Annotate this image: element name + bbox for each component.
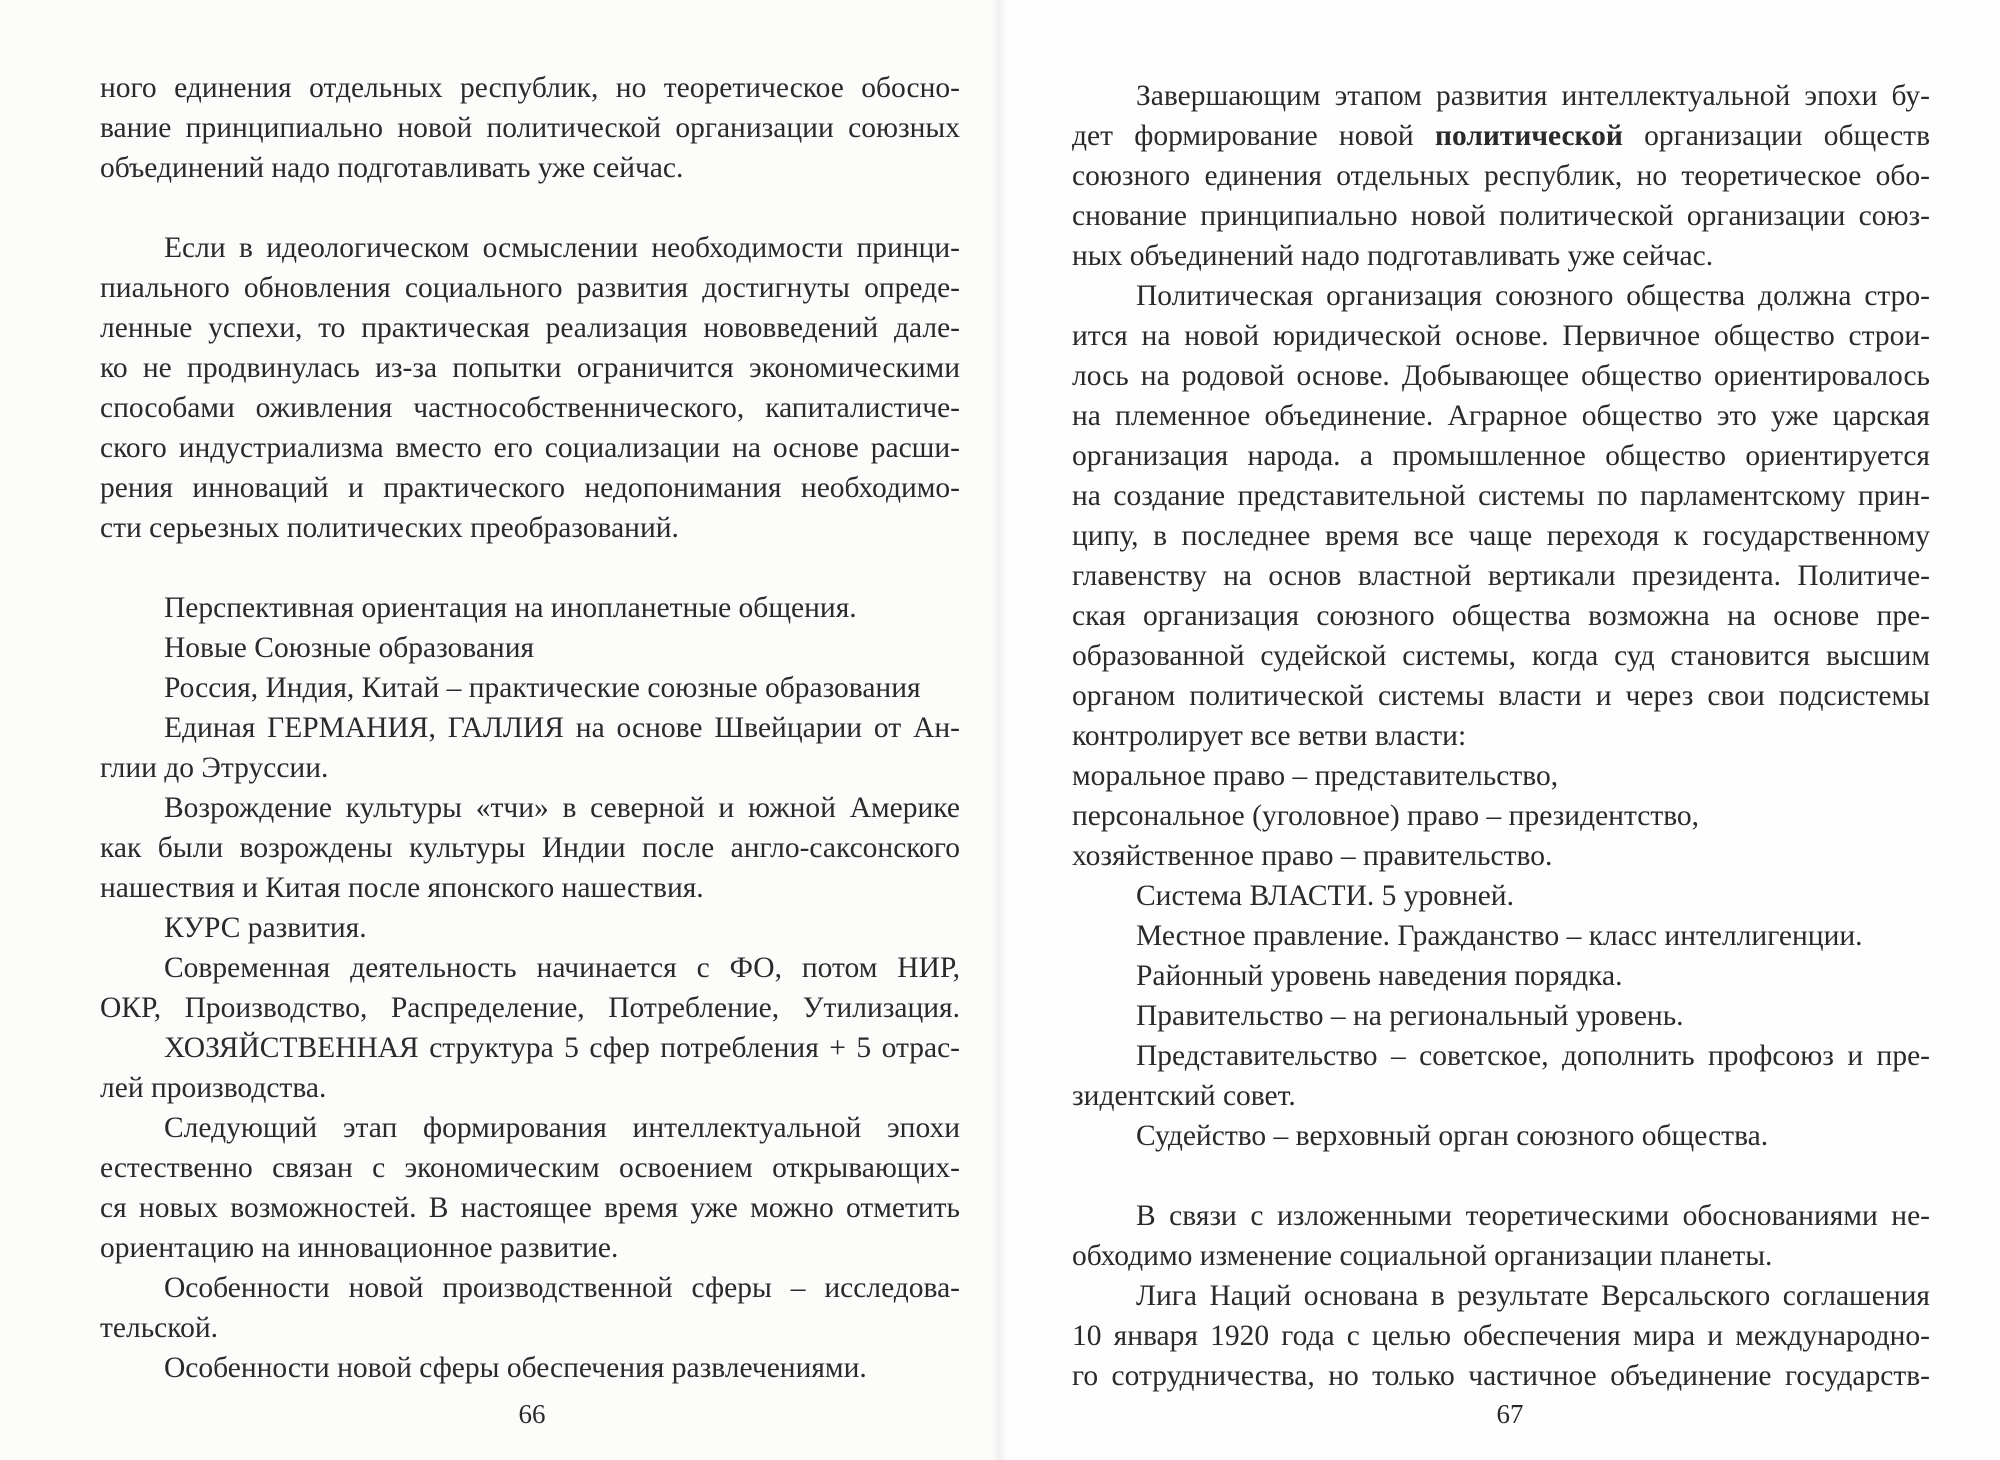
text-line: Следующий этап формирования интеллектуальной эпохи [164, 1112, 960, 1144]
text-line: Возрождение культуры «тчи» в северной и южной Америке [164, 792, 960, 824]
text-line: на племенное объединение. Аграрное общество это уже царская [1072, 400, 1930, 432]
text-fragment: дет формирование новой [1072, 120, 1414, 152]
text-line: Политическая организация союзного общества должна стро- [1136, 280, 1930, 312]
page-number: 66 [518, 1399, 546, 1429]
text-line: Судейство – верховный орган союзного общества. [1136, 1120, 1769, 1152]
text-line: главенству на основ властной вертикали президента. Политиче- [1072, 560, 1930, 592]
text-line: го сотрудничества, но только частичное объединение государств- [1072, 1360, 1930, 1392]
text-line: ОКР, Производство, Распределение, Потребление, Утилизация. [100, 992, 960, 1024]
text-line: обходимо изменение социальной организации планеты. [1072, 1240, 1773, 1272]
text-line: органом политической системы власти и через свои подсистемы [1072, 680, 1930, 712]
text-line: Особенности новой производственной сферы – исследова- [164, 1272, 960, 1304]
text-line: Районный уровень наведения порядка. [1136, 960, 1623, 992]
text-line: Новые Союзные образования [164, 632, 535, 664]
text-line: способами оживления частнособственнического, капиталистиче- [100, 392, 960, 424]
text-line: объединений надо подготавливать уже сейчас. [100, 152, 684, 184]
text-line: персональное (уголовное) право – президентство, [1072, 800, 1700, 832]
text-line: Если в идеологическом осмыслении необходимости принци- [164, 232, 960, 264]
text-line: хозяйственное право – правительство. [1072, 840, 1553, 872]
text-line: Местное правление. Гражданство – класс интеллигенции. [1136, 920, 1863, 952]
text-line: ХОЗЯЙСТВЕННАЯ структура 5 сфер потребления + 5 отрас- [164, 1032, 960, 1064]
text-line: пиального обновления социального развития достигнуты опреде- [100, 272, 960, 304]
text-line: Перспективная ориентация на инопланетные общения. [164, 592, 857, 624]
text-line: ных объединений надо подготавливать уже сейчас. [1072, 240, 1714, 272]
text-line: Россия, Индия, Китай – практические союзные образования [164, 672, 921, 704]
text-line: ленные успехи, то практическая реализация нововведений дале- [100, 312, 960, 344]
text-line: снование принципиально новой политической организации союз- [1072, 200, 1930, 232]
text-line: ципу, в последнее время все чаще переходя к государственному [1072, 520, 1930, 552]
text-line: зидентский совет. [1072, 1080, 1296, 1112]
book-gutter [992, 0, 1008, 1460]
right-page-text [1072, 76, 1930, 1396]
text-line: образованной судейской системы, когда суд становится высшим [1072, 640, 1930, 672]
text-line: ся новых возможностей. В настоящее время уже можно отметить [100, 1192, 960, 1224]
text-line: глии до Этруссии. [100, 752, 329, 784]
text-fragment: организации обществ [1644, 120, 1930, 152]
text-line: Представительство – советское, дополнить профсоюз и пре- [1136, 1040, 1930, 1072]
text-line: ская организация союзного общества возможна на основе пре- [1072, 600, 1930, 632]
text-line: Система ВЛАСТИ. 5 уровней. [1136, 880, 1514, 912]
text-line: Современная деятельность начинается с ФО, потом НИР, [164, 952, 960, 984]
text-line: как были возрождены культуры Индии после англо-саксонского [100, 832, 960, 864]
text-line: тельской. [100, 1312, 218, 1344]
text-line: рения инноваций и практического недопонимания необходимо- [100, 472, 960, 504]
text-line: 10 января 1920 года с целью обеспечения мира и международно- [1072, 1320, 1930, 1352]
text-line: ского индустриализма вместо его социализации на основе расши- [100, 432, 960, 464]
page-number: 67 [1496, 1399, 1524, 1429]
text-line: контролирует все ветви власти: [1072, 720, 1467, 752]
text-line: Завершающим этапом развития интеллектуальной эпохи бу- [1136, 80, 1930, 112]
text-line: ного единения отдельных республик, но теоретическое обосно- [100, 72, 960, 104]
text-line: вание принципиально новой политической организации союзных [100, 112, 960, 144]
text-line: моральное право – представительство, [1072, 760, 1559, 792]
text-line: союзного единения отдельных республик, но теоретическое обо- [1072, 160, 1930, 192]
text-line: естественно связан с экономическим освоением открывающих- [100, 1152, 960, 1184]
text-line: организация народа. а промышленное общество ориентируется [1072, 440, 1930, 472]
text-line: КУРС развития. [164, 912, 367, 944]
text-line: ориентацию на инновационное развитие. [100, 1232, 619, 1264]
text-line: ится на новой юридической основе. Первичное общество строи- [1072, 320, 1930, 352]
left-page-text [100, 68, 960, 1388]
text-line: лей производства. [100, 1072, 327, 1104]
right-page [1000, 0, 2000, 1460]
bold-term: политической [1434, 120, 1623, 152]
text-line: на создание представительной системы по парламентскому прин- [1072, 480, 1930, 512]
text-line: Особенности новой сферы обеспечения развлечениями. [164, 1352, 867, 1384]
text-line: нашествия и Китая после японского нашествия. [100, 872, 704, 904]
text-line: Правительство – на региональный уровень. [1136, 1000, 1684, 1032]
text-line: ко не продвинулась из-за попытки ограничится экономическими [100, 352, 960, 384]
text-line: В связи с изложенными теоретическими обоснованиями не- [1136, 1200, 1930, 1232]
text-line: лось на родовой основе. Добывающее общество ориентировалось [1072, 360, 1930, 392]
text-line [1072, 116, 1930, 156]
text-line: Единая ГЕРМАНИЯ, ГАЛЛИЯ на основе Швейцарии от Ан- [164, 712, 960, 744]
text-line: сти серьезных политических преобразований. [100, 512, 679, 544]
text-line: Лига Наций основана в результате Версальского соглашения [1136, 1280, 1930, 1312]
